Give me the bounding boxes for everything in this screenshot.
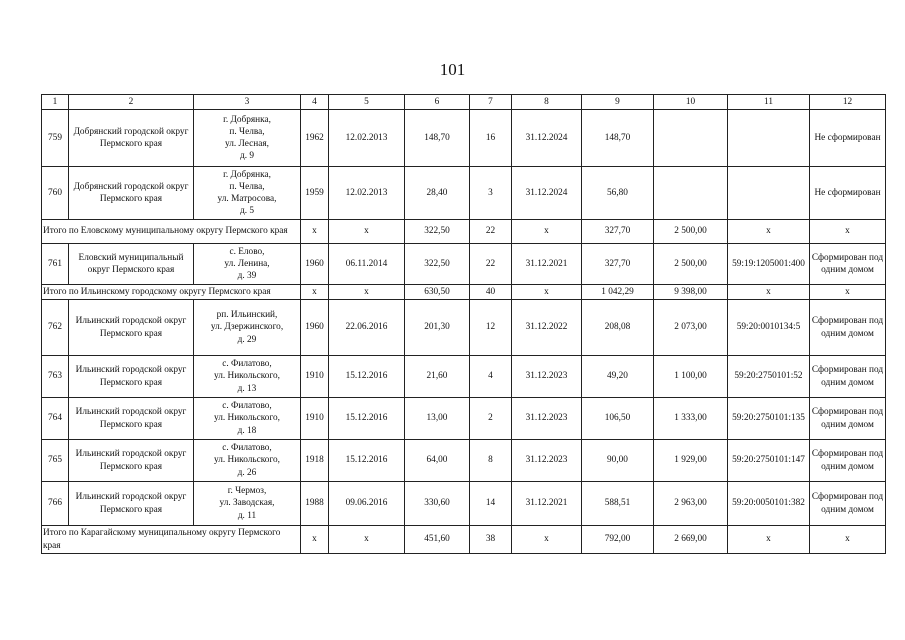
- date-cell: 15.12.2016: [329, 356, 405, 398]
- residents-cell: 8: [470, 440, 512, 482]
- deadline-cell: 31.12.2021: [512, 244, 582, 285]
- amount-cell: 1 929,00: [654, 440, 728, 482]
- address-cell: рп. Ильинский, ул. Дзержинского, д. 29: [194, 300, 301, 356]
- total-area2-cell: 792,00: [582, 526, 654, 554]
- cadastral-cell: 59:20:2750101:147: [728, 440, 810, 482]
- total-deadline-cell: x: [512, 220, 582, 244]
- row-number: 759: [42, 110, 69, 167]
- total-cadastral-cell: x: [728, 526, 810, 554]
- total-amount-cell: 2 669,00: [654, 526, 728, 554]
- municipality-cell: Ильинский городской округ Пермского края: [69, 356, 194, 398]
- amount-cell: [654, 167, 728, 220]
- total-residents-cell: 22: [470, 220, 512, 244]
- area2-cell: 106,50: [582, 398, 654, 440]
- area-cell: 148,70: [405, 110, 470, 167]
- column-header: 12: [810, 95, 886, 110]
- cadastral-cell: 59:20:0050101:382: [728, 482, 810, 526]
- status-cell: Сформирован под одним домом: [810, 398, 886, 440]
- area2-cell: 56,80: [582, 167, 654, 220]
- amount-cell: 2 963,00: [654, 482, 728, 526]
- municipality-cell: Еловский муниципальный округ Пермского края: [69, 244, 194, 285]
- table-row: [42, 244, 886, 285]
- total-amount-cell: 2 500,00: [654, 220, 728, 244]
- cadastral-cell: [728, 167, 810, 220]
- total-row: [42, 220, 886, 244]
- row-number: 764: [42, 398, 69, 440]
- residents-cell: 12: [470, 300, 512, 356]
- total-residents-cell: 40: [470, 285, 512, 300]
- area-cell: 13,00: [405, 398, 470, 440]
- status-cell: Сформирован под одним домом: [810, 482, 886, 526]
- date-cell: 12.02.2013: [329, 167, 405, 220]
- total-label: Итого по Ильинскому городскому округу Пермского края: [42, 285, 301, 300]
- date-cell: 15.12.2016: [329, 398, 405, 440]
- cadastral-cell: 59:19:1205001:400: [728, 244, 810, 285]
- total-label: Итого по Еловскому муниципальному округу Пермского края: [42, 220, 301, 244]
- table-row: [42, 398, 886, 440]
- area2-cell: 90,00: [582, 440, 654, 482]
- residents-cell: 14: [470, 482, 512, 526]
- municipality-cell: Ильинский городской округ Пермского края: [69, 398, 194, 440]
- table-row: [42, 167, 886, 220]
- column-header: 9: [582, 95, 654, 110]
- total-year-cell: x: [301, 285, 329, 300]
- area-cell: 201,30: [405, 300, 470, 356]
- status-cell: Сформирован под одним домом: [810, 440, 886, 482]
- area-cell: 330,60: [405, 482, 470, 526]
- total-deadline-cell: x: [512, 285, 582, 300]
- year-cell: 1960: [301, 300, 329, 356]
- deadline-cell: 31.12.2023: [512, 356, 582, 398]
- total-residents-cell: 38: [470, 526, 512, 554]
- residents-cell: 16: [470, 110, 512, 167]
- total-cadastral-cell: x: [728, 285, 810, 300]
- total-year-cell: x: [301, 526, 329, 554]
- address-cell: г. Добрянка, п. Челва, ул. Матросова, д. 5: [194, 167, 301, 220]
- row-number: 765: [42, 440, 69, 482]
- total-date-cell: x: [329, 526, 405, 554]
- cadastral-cell: 59:20:2750101:135: [728, 398, 810, 440]
- cadastral-cell: 59:20:0010134:5: [728, 300, 810, 356]
- address-cell: с. Филатово, ул. Никольского, д. 13: [194, 356, 301, 398]
- column-header: 10: [654, 95, 728, 110]
- total-row: [42, 285, 886, 300]
- year-cell: 1910: [301, 356, 329, 398]
- date-cell: 22.06.2016: [329, 300, 405, 356]
- residents-cell: 3: [470, 167, 512, 220]
- table-row: [42, 110, 886, 167]
- row-number: 763: [42, 356, 69, 398]
- total-date-cell: x: [329, 285, 405, 300]
- total-area-cell: 322,50: [405, 220, 470, 244]
- amount-cell: 2 500,00: [654, 244, 728, 285]
- deadline-cell: 31.12.2023: [512, 440, 582, 482]
- cadastral-cell: 59:20:2750101:52: [728, 356, 810, 398]
- area-cell: 21,60: [405, 356, 470, 398]
- area2-cell: 327,70: [582, 244, 654, 285]
- date-cell: 15.12.2016: [329, 440, 405, 482]
- column-header: 1: [42, 95, 69, 110]
- area-cell: 28,40: [405, 167, 470, 220]
- address-cell: с. Филатово, ул. Никольского, д. 26: [194, 440, 301, 482]
- column-header: 6: [405, 95, 470, 110]
- address-cell: с. Елово, ул. Ленина, д. 39: [194, 244, 301, 285]
- year-cell: 1959: [301, 167, 329, 220]
- total-year-cell: x: [301, 220, 329, 244]
- municipality-cell: Добрянский городской округ Пермского края: [69, 110, 194, 167]
- amount-cell: 2 073,00: [654, 300, 728, 356]
- column-header: 5: [329, 95, 405, 110]
- total-area-cell: 451,60: [405, 526, 470, 554]
- municipality-cell: Добрянский городской округ Пермского края: [69, 167, 194, 220]
- area2-cell: 148,70: [582, 110, 654, 167]
- column-header: 11: [728, 95, 810, 110]
- residents-cell: 22: [470, 244, 512, 285]
- date-cell: 12.02.2013: [329, 110, 405, 167]
- year-cell: 1962: [301, 110, 329, 167]
- year-cell: 1960: [301, 244, 329, 285]
- total-area2-cell: 327,70: [582, 220, 654, 244]
- year-cell: 1918: [301, 440, 329, 482]
- header-row: [42, 95, 886, 110]
- address-cell: г. Чермоз, ул. Заводская, д. 11: [194, 482, 301, 526]
- table-row: [42, 440, 886, 482]
- residents-cell: 2: [470, 398, 512, 440]
- deadline-cell: 31.12.2021: [512, 482, 582, 526]
- column-header: 2: [69, 95, 194, 110]
- total-label: Итого по Карагайскому муниципальному округу Пермского края: [42, 526, 301, 554]
- total-status-cell: x: [810, 220, 886, 244]
- amount-cell: 1 100,00: [654, 356, 728, 398]
- deadline-cell: 31.12.2022: [512, 300, 582, 356]
- area-cell: 322,50: [405, 244, 470, 285]
- total-amount-cell: 9 398,00: [654, 285, 728, 300]
- housing-table: [41, 94, 886, 554]
- deadline-cell: 31.12.2024: [512, 110, 582, 167]
- column-header: 4: [301, 95, 329, 110]
- address-cell: с. Филатово, ул. Никольского, д. 18: [194, 398, 301, 440]
- area2-cell: 49,20: [582, 356, 654, 398]
- column-header: 8: [512, 95, 582, 110]
- row-number: 761: [42, 244, 69, 285]
- row-number: 766: [42, 482, 69, 526]
- page-number: 101: [439, 60, 466, 79]
- column-header: 3: [194, 95, 301, 110]
- area2-cell: 588,51: [582, 482, 654, 526]
- deadline-cell: 31.12.2024: [512, 167, 582, 220]
- municipality-cell: Ильинский городской округ Пермского края: [69, 440, 194, 482]
- year-cell: 1910: [301, 398, 329, 440]
- area-cell: 64,00: [405, 440, 470, 482]
- table-row: [42, 356, 886, 398]
- year-cell: 1988: [301, 482, 329, 526]
- total-date-cell: x: [329, 220, 405, 244]
- total-cadastral-cell: x: [728, 220, 810, 244]
- status-cell: Сформирован под одним домом: [810, 356, 886, 398]
- date-cell: 09.06.2016: [329, 482, 405, 526]
- total-status-cell: x: [810, 285, 886, 300]
- column-header: 7: [470, 95, 512, 110]
- status-cell: Не сформирован: [810, 110, 886, 167]
- address-cell: г. Добрянка, п. Челва, ул. Лесная, д. 9: [194, 110, 301, 167]
- status-cell: Не сформирован: [810, 167, 886, 220]
- total-row: [42, 526, 886, 554]
- total-status-cell: x: [810, 526, 886, 554]
- amount-cell: [654, 110, 728, 167]
- total-area-cell: 630,50: [405, 285, 470, 300]
- municipality-cell: Ильинский городской округ Пермского края: [69, 482, 194, 526]
- status-cell: Сформирован под одним домом: [810, 244, 886, 285]
- deadline-cell: 31.12.2023: [512, 398, 582, 440]
- row-number: 760: [42, 167, 69, 220]
- residents-cell: 4: [470, 356, 512, 398]
- table-row: [42, 300, 886, 356]
- row-number: 762: [42, 300, 69, 356]
- total-area2-cell: 1 042,29: [582, 285, 654, 300]
- total-deadline-cell: x: [512, 526, 582, 554]
- amount-cell: 1 333,00: [654, 398, 728, 440]
- status-cell: Сформирован под одним домом: [810, 300, 886, 356]
- date-cell: 06.11.2014: [329, 244, 405, 285]
- municipality-cell: Ильинский городской округ Пермского края: [69, 300, 194, 356]
- table-row: [42, 482, 886, 526]
- cadastral-cell: [728, 110, 810, 167]
- area2-cell: 208,08: [582, 300, 654, 356]
